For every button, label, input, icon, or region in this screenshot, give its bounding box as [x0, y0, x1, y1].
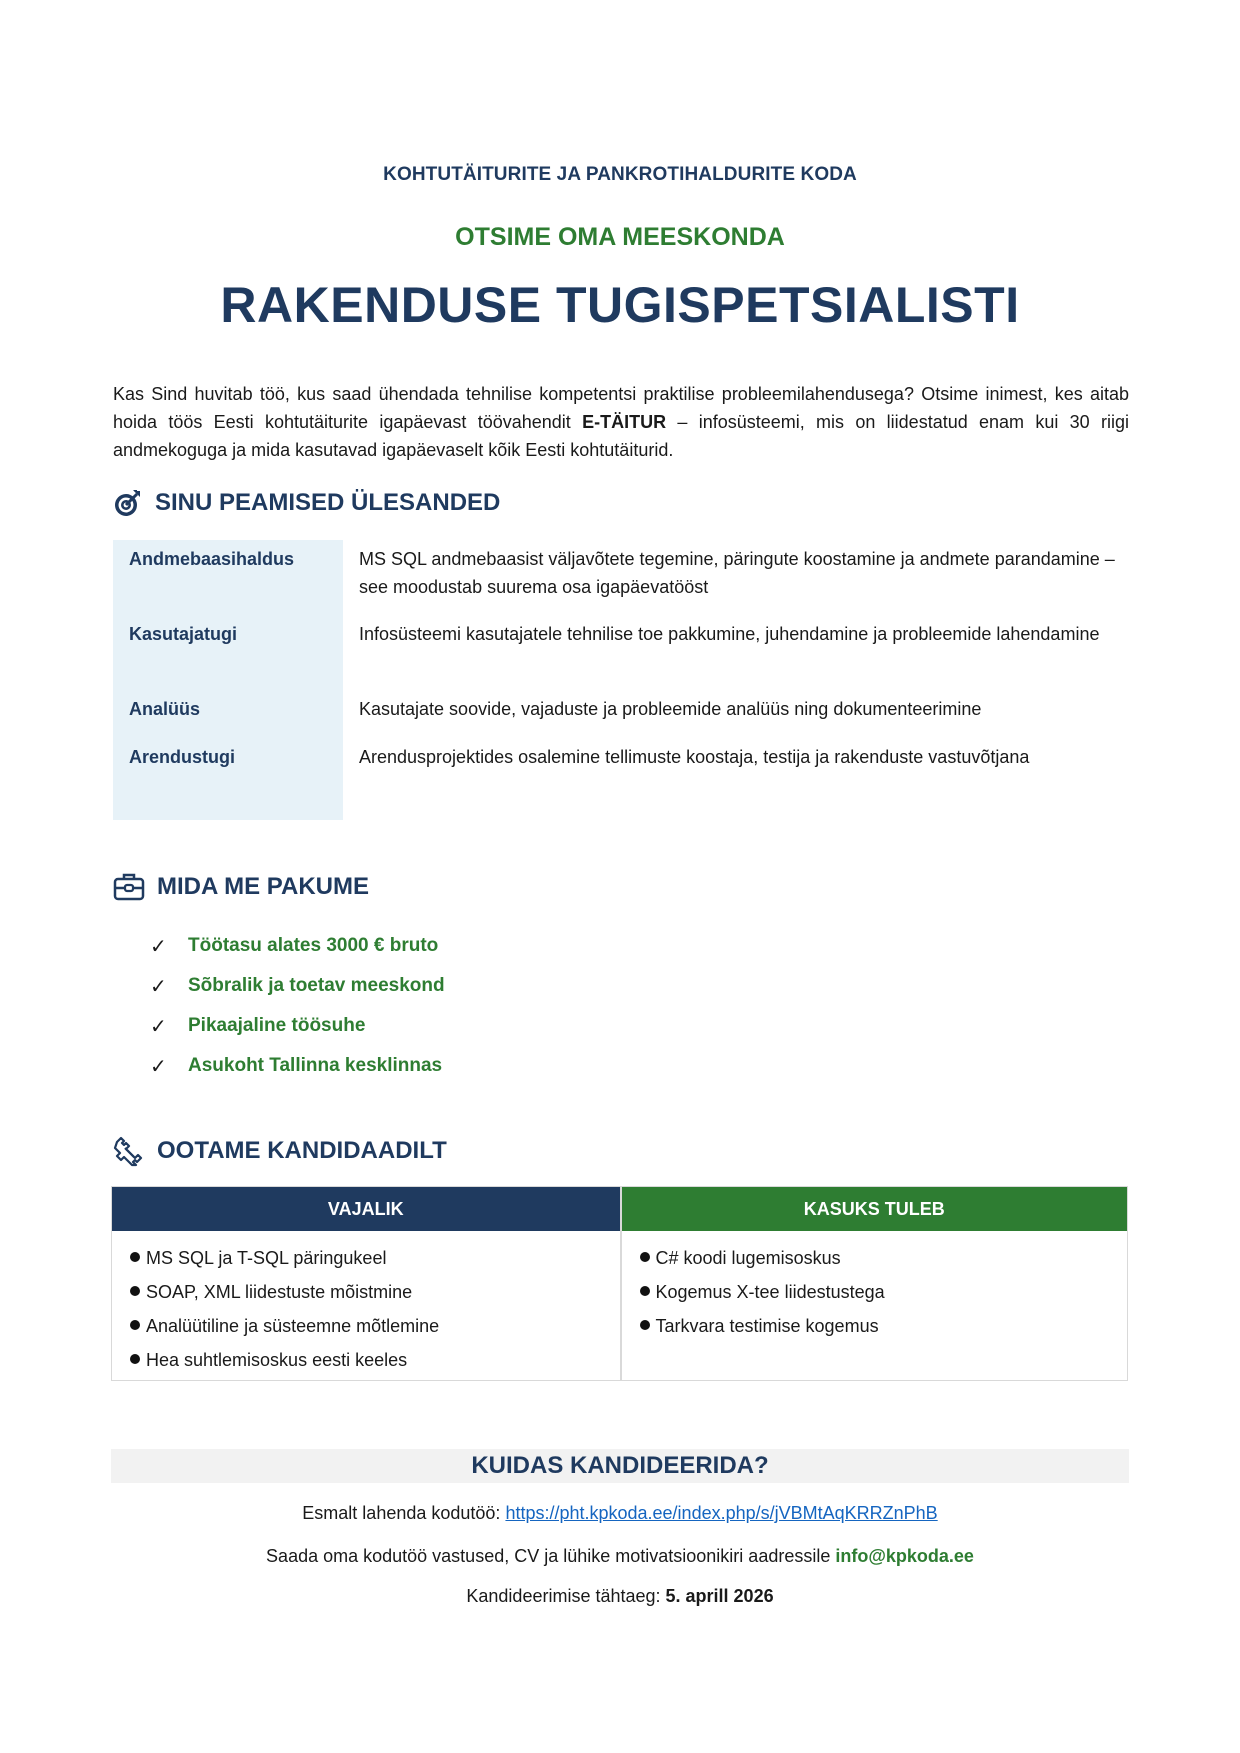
- check-icon: ✓: [150, 1015, 167, 1038]
- check-icon: ✓: [150, 1055, 167, 1078]
- bullet-icon: [130, 1252, 140, 1262]
- required-item: [130, 1343, 620, 1377]
- required-item: [130, 1241, 620, 1275]
- check-icon: ✓: [150, 975, 167, 998]
- bullet-icon: [130, 1354, 140, 1364]
- wrench-icon: [113, 1135, 145, 1167]
- homework-link[interactable]: https://pht.kpkoda.ee/index.php/s/jVBMtAqKRRZnPhB: [505, 1503, 938, 1523]
- tasks-heading-label: SINU PEAMISED ÜLESANDED: [155, 489, 501, 516]
- apply-step-2-label: Saada oma kodutöö vastused, CV ja lühike motivatsioonikiri aadressile: [266, 1546, 836, 1566]
- apply-step-1-label: Esmalt lahenda kodutöö:: [302, 1503, 506, 1523]
- deadline-line: [0, 1586, 1240, 1607]
- beneficial-item-text: Kogemus X-tee liidestustega: [655, 1282, 885, 1302]
- required-item-text: SOAP, XML liidestuste mõistmine: [146, 1282, 413, 1302]
- apply-step-1: [0, 1503, 1240, 1524]
- offer-item: [150, 926, 445, 966]
- required-item-text: Hea suhtlemisoskus eesti keeles: [146, 1350, 408, 1370]
- task-row: [113, 545, 1129, 601]
- tasks-heading: [113, 488, 500, 518]
- beneficial-item-text: C# koodi lugemisoskus: [655, 1248, 841, 1268]
- kicker-heading: OTSIME OMA MEESKONDA: [455, 223, 785, 251]
- offer-item-text: Töötasu alates 3000 € bruto: [188, 935, 439, 956]
- deadline-label: Kandideerimise tähtaeg:: [466, 1586, 666, 1606]
- offer-list: [150, 926, 445, 1086]
- task-row: [113, 743, 1129, 771]
- intro-highlight: E-TÄITUR: [582, 412, 667, 432]
- page-title: RAKENDUSE TUGISPETSIALISTI: [220, 277, 1020, 333]
- task-description: MS SQL andmebaasist väljavõtete tegemine, päringute koostamine ja andmete parandamine – see moodustab suurema osa igapäevatööst: [359, 549, 1115, 597]
- bullet-icon: [130, 1320, 140, 1330]
- requirements-heading-label: OOTAME KANDIDAADILT: [157, 1137, 447, 1164]
- intro-text-end: – infosüsteemi, mis on liidestatud enam kui 30 riigi andmekoguga ja mida kasutavad igapäevaselt kõik Eesti kohtutäiturid.: [113, 412, 1129, 460]
- required-item: [130, 1275, 620, 1309]
- task-description: Arendusprojektides osalemine tellimuste koostaja, testija ja rakenduste vastuvõtjana: [359, 747, 1030, 767]
- offer-item-text: Asukoht Tallinna kesklinnas: [188, 1055, 443, 1076]
- intro-paragraph: [113, 380, 1129, 464]
- intro-text-start: Kas Sind huvitab töö, kus saad ühendada tehnilise kompetentsi praktilise probleemilahendusega? Otsime inimest, kes aitab hoida töös Eesti kohtutäiturite igapäevast töövahendit: [113, 384, 1129, 432]
- target-icon: [113, 488, 143, 518]
- task-name: Andmebaasihaldus: [129, 549, 295, 569]
- task-description: Kasutajate soovide, vajaduste ja probleemide analüüs ning dokumenteerimine: [359, 699, 982, 719]
- offer-item: [150, 1046, 445, 1086]
- organization-name: KOHTUTÄITURITE JA PANKROTIHALDURITE KODA: [383, 164, 857, 185]
- task-name: Arendustugi: [129, 747, 235, 767]
- offer-heading-label: MIDA ME PAKUME: [157, 873, 369, 900]
- beneficial-item: [640, 1275, 1128, 1309]
- bullet-icon: [130, 1286, 140, 1296]
- task-row: [113, 620, 1129, 648]
- offer-item-text: Sõbralik ja toetav meeskond: [188, 975, 445, 996]
- offer-item-text: Pikaajaline töösuhe: [188, 1015, 366, 1036]
- bullet-icon: [640, 1252, 650, 1262]
- required-column-header: VAJALIK: [112, 1187, 620, 1231]
- requirements-table: [111, 1186, 1128, 1381]
- task-row: [113, 695, 1129, 723]
- task-name: Kasutajatugi: [129, 624, 238, 644]
- contact-email[interactable]: info@kpkoda.ee: [835, 1546, 974, 1566]
- apply-heading: KUIDAS KANDIDEERIDA?: [111, 1449, 1129, 1483]
- offer-item: [150, 966, 445, 1006]
- beneficial-item: [640, 1241, 1128, 1275]
- beneficial-column-header: KASUKS TULEB: [622, 1187, 1128, 1231]
- beneficial-item-text: Tarkvara testimise kogemus: [655, 1316, 879, 1336]
- task-name: Analüüs: [129, 699, 201, 719]
- check-icon: ✓: [150, 935, 167, 958]
- requirements-heading: [113, 1135, 447, 1167]
- bullet-icon: [640, 1286, 650, 1296]
- beneficial-column: [620, 1187, 1128, 1380]
- required-item-text: MS SQL ja T-SQL päringukeel: [146, 1248, 387, 1268]
- required-item-text: Analüütiline ja süsteemne mõtlemine: [146, 1316, 440, 1336]
- offer-item: [150, 1006, 445, 1046]
- offer-heading: [113, 872, 369, 902]
- briefcase-icon: [113, 872, 145, 902]
- beneficial-item: [640, 1309, 1128, 1343]
- required-column: [112, 1187, 620, 1380]
- required-item: [130, 1309, 620, 1343]
- apply-step-2: [0, 1546, 1240, 1567]
- task-description: Infosüsteemi kasutajatele tehnilise toe pakkumine, juhendamine ja probleemide lahendamine: [359, 624, 1100, 644]
- deadline-value: 5. aprill 2026: [665, 1586, 774, 1606]
- bullet-icon: [640, 1320, 650, 1330]
